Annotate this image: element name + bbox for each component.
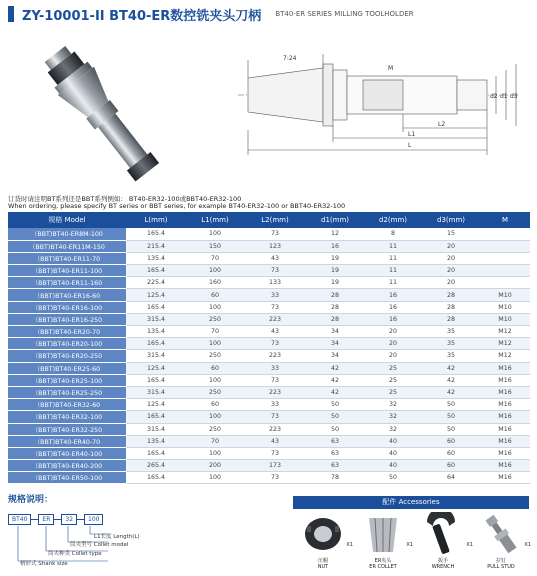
model-cell: （BBT)BT40-ER16-250 xyxy=(8,313,126,325)
value-cell: 265.4 xyxy=(126,460,186,472)
value-cell: 42 xyxy=(422,362,480,374)
value-cell: M16 xyxy=(480,374,530,386)
table-row xyxy=(8,252,530,264)
dim-d3: d3 xyxy=(510,93,518,100)
value-cell: 315.4 xyxy=(126,423,186,435)
value-cell: 50 xyxy=(306,423,364,435)
value-cell: 73 xyxy=(244,338,306,350)
value-cell: 70 xyxy=(186,252,244,264)
value-cell: 100 xyxy=(186,301,244,313)
pull-stud-icon xyxy=(473,512,529,556)
column-header: d1(mm) xyxy=(306,212,364,228)
value-cell: 135.4 xyxy=(126,252,186,264)
value-cell: 63 xyxy=(306,447,364,459)
value-cell: 100 xyxy=(186,411,244,423)
value-cell: 73 xyxy=(244,374,306,386)
value-cell: M10 xyxy=(480,301,530,313)
value-cell: 28 xyxy=(422,301,480,313)
model-cell: （BBT)BT40-ER16-100 xyxy=(8,301,126,313)
value-cell: 165.4 xyxy=(126,338,186,350)
model-cell: （BBT)BT40-ER20-70 xyxy=(8,326,126,338)
value-cell: M16 xyxy=(480,362,530,374)
dim-l: L xyxy=(408,142,412,149)
value-cell: 16 xyxy=(364,289,422,301)
value-cell: 43 xyxy=(244,435,306,447)
table-row xyxy=(8,399,530,411)
value-cell: 16 xyxy=(364,313,422,325)
value-cell: 28 xyxy=(306,289,364,301)
accessory-name-en: PULL STUD xyxy=(487,564,515,570)
table-row xyxy=(8,350,530,362)
accessory-nut xyxy=(295,512,351,570)
angle-label: 7:24 xyxy=(283,55,297,62)
value-cell xyxy=(480,240,530,252)
spec-table xyxy=(8,212,530,484)
model-cell: （BBT)BT40-ER11-100 xyxy=(8,265,126,277)
table-header-row xyxy=(8,212,530,228)
value-cell: 223 xyxy=(244,313,306,325)
model-cell: （BBT)BT40-ER11-160 xyxy=(8,277,126,289)
value-cell: M16 xyxy=(480,447,530,459)
accessory-name-cn: ER夹头 xyxy=(374,558,392,564)
table-row xyxy=(8,301,530,313)
value-cell: 42 xyxy=(306,386,364,398)
code-dash xyxy=(54,519,61,520)
value-cell: 165.4 xyxy=(126,447,186,459)
code-collet-type: ER xyxy=(38,514,54,525)
accessory-qty: X1 xyxy=(346,542,353,548)
value-cell: 25 xyxy=(364,386,422,398)
table-row xyxy=(8,447,530,459)
value-cell: 11 xyxy=(364,265,422,277)
value-cell: 15 xyxy=(422,228,480,240)
value-cell: 160 xyxy=(186,277,244,289)
wrench-icon xyxy=(415,512,471,556)
model-cell: （BBT)BT40-ER20-100 xyxy=(8,338,126,350)
table-row xyxy=(8,313,530,325)
model-cell: （BBT)BT40-ER16-60 xyxy=(8,289,126,301)
value-cell: 32 xyxy=(364,423,422,435)
model-cell: （BBT)BT40-ER25-250 xyxy=(8,386,126,398)
value-cell: 20 xyxy=(364,326,422,338)
column-header: d3(mm) xyxy=(422,212,480,228)
accessory-qty: X1 xyxy=(406,542,413,548)
value-cell: M16 xyxy=(480,435,530,447)
value-cell: 35 xyxy=(422,338,480,350)
accessory-er-collet xyxy=(355,512,411,570)
value-cell: 315.4 xyxy=(126,350,186,362)
code-length: 100 xyxy=(84,514,103,525)
table-row xyxy=(8,472,530,484)
value-cell: 33 xyxy=(244,362,306,374)
value-cell: 60 xyxy=(186,399,244,411)
value-cell: 20 xyxy=(422,240,480,252)
value-cell: 223 xyxy=(244,386,306,398)
value-cell: 70 xyxy=(186,435,244,447)
value-cell: 165.4 xyxy=(126,265,186,277)
table-row xyxy=(8,265,530,277)
accessory-name-cn: 扳手 xyxy=(437,558,448,564)
value-cell: 43 xyxy=(244,326,306,338)
value-cell: 32 xyxy=(364,411,422,423)
legend-collet-type: 筒夹种类 Collet type xyxy=(48,551,102,557)
table-row xyxy=(8,228,530,240)
value-cell: 64 xyxy=(422,472,480,484)
value-cell: 50 xyxy=(306,411,364,423)
table-row xyxy=(8,411,530,423)
value-cell: 19 xyxy=(306,252,364,264)
value-cell: 125.4 xyxy=(126,399,186,411)
value-cell: 165.4 xyxy=(126,472,186,484)
value-cell: 133 xyxy=(244,277,306,289)
accessory-name-cn: 拉钉 xyxy=(495,558,506,564)
value-cell: 12 xyxy=(306,228,364,240)
table-row xyxy=(8,386,530,398)
value-cell: 35 xyxy=(422,350,480,362)
value-cell: M16 xyxy=(480,399,530,411)
model-cell: （BBT)BT40-ER20-250 xyxy=(8,350,126,362)
column-header: L(mm) xyxy=(126,212,186,228)
value-cell: 173 xyxy=(244,460,306,472)
value-cell: 28 xyxy=(306,313,364,325)
accessory-pull-stud xyxy=(473,512,529,570)
value-cell: M16 xyxy=(480,386,530,398)
table-row xyxy=(8,374,530,386)
title-marker xyxy=(8,6,14,22)
accessory-name-en: WRENCH xyxy=(431,564,455,570)
value-cell: 19 xyxy=(306,277,364,289)
column-header: L2(mm) xyxy=(244,212,306,228)
table-row xyxy=(8,289,530,301)
value-cell: 73 xyxy=(244,228,306,240)
accessory-name-cn: 压帽 xyxy=(317,558,328,564)
value-cell: 40 xyxy=(364,460,422,472)
model-cell: （BBT)BT40-ER11M-150 xyxy=(8,240,126,252)
technical-drawing xyxy=(228,40,528,165)
value-cell: 8 xyxy=(364,228,422,240)
value-cell: 25 xyxy=(364,362,422,374)
value-cell: 33 xyxy=(244,399,306,411)
legend-collet-model: 筒夹型号 Collet model xyxy=(70,542,129,548)
value-cell: M10 xyxy=(480,289,530,301)
value-cell: 73 xyxy=(244,301,306,313)
value-cell: M16 xyxy=(480,472,530,484)
value-cell: 60 xyxy=(422,435,480,447)
value-cell: 50 xyxy=(422,399,480,411)
code-dash xyxy=(31,519,38,520)
value-cell: 20 xyxy=(422,265,480,277)
value-cell: 19 xyxy=(306,265,364,277)
column-header: M xyxy=(480,212,530,228)
value-cell: 100 xyxy=(186,374,244,386)
model-cell: （BBT)BT40-ER32-250 xyxy=(8,423,126,435)
value-cell: 43 xyxy=(244,252,306,264)
value-cell: M16 xyxy=(480,460,530,472)
value-cell: 42 xyxy=(422,386,480,398)
value-cell: 50 xyxy=(364,472,422,484)
value-cell: 20 xyxy=(422,277,480,289)
table-row xyxy=(8,240,530,252)
value-cell: 223 xyxy=(244,350,306,362)
table-row xyxy=(8,338,530,350)
value-cell: 123 xyxy=(244,240,306,252)
legend-shank-size: 柄形式 Shank size xyxy=(20,561,68,567)
table-row xyxy=(8,277,530,289)
order-note-cn: 订货时请注明BT系列还是BBT系列例如： BT40-ER32-100或BBT40-ER32-100 xyxy=(8,195,242,203)
model-cell: （BBT)BT40-ER32-100 xyxy=(8,411,126,423)
page-title: ZY-10001-II BT40-ER数控铣夹头刀柄 xyxy=(22,8,262,24)
value-cell: 70 xyxy=(186,326,244,338)
dim-l1: L1 xyxy=(408,131,416,138)
table-row xyxy=(8,435,530,447)
value-cell: 40 xyxy=(364,447,422,459)
model-cell: （BBT)BT40-ER40-100 xyxy=(8,447,126,459)
value-cell: 60 xyxy=(186,362,244,374)
dim-l2: L2 xyxy=(438,121,446,128)
value-cell: 42 xyxy=(306,374,364,386)
value-cell: 250 xyxy=(186,350,244,362)
value-cell: 125.4 xyxy=(126,289,186,301)
value-cell: 100 xyxy=(186,338,244,350)
value-cell: 73 xyxy=(244,472,306,484)
nut-icon xyxy=(295,512,351,556)
column-header: 规格 Model xyxy=(8,212,126,228)
column-header: L1(mm) xyxy=(186,212,244,228)
accessory-qty: X1 xyxy=(466,542,473,548)
page-subtitle: BT40-ER SERIES MILLING TOOLHOLDER xyxy=(275,10,414,18)
accessory-label xyxy=(295,558,351,570)
value-cell: 16 xyxy=(306,240,364,252)
toolholder-photo xyxy=(14,32,204,182)
dim-d2: d2 xyxy=(490,93,498,100)
code-collet-model: 32 xyxy=(61,514,77,525)
value-cell: 34 xyxy=(306,350,364,362)
code-dash xyxy=(77,519,84,520)
dim-d1: d1 xyxy=(500,93,508,100)
value-cell: 100 xyxy=(186,228,244,240)
value-cell: 135.4 xyxy=(126,435,186,447)
value-cell: 28 xyxy=(306,301,364,313)
value-cell: 28 xyxy=(422,289,480,301)
value-cell: 315.4 xyxy=(126,313,186,325)
table-row xyxy=(8,423,530,435)
value-cell: 63 xyxy=(306,435,364,447)
accessories-header: 配件 Accessories xyxy=(293,496,529,509)
value-cell: 25 xyxy=(364,374,422,386)
value-cell: M12 xyxy=(480,326,530,338)
value-cell: 225.4 xyxy=(126,277,186,289)
value-cell: 16 xyxy=(364,301,422,313)
value-cell: 35 xyxy=(422,326,480,338)
value-cell: 60 xyxy=(422,460,480,472)
value-cell: 150 xyxy=(186,240,244,252)
accessory-label xyxy=(473,558,529,570)
value-cell: 165.4 xyxy=(126,301,186,313)
value-cell: 73 xyxy=(244,411,306,423)
value-cell: 63 xyxy=(306,460,364,472)
value-cell: 165.4 xyxy=(126,228,186,240)
column-header: d2(mm) xyxy=(364,212,422,228)
model-cell: （BBT)BT40-ER8M-100 xyxy=(8,228,126,240)
value-cell: 33 xyxy=(244,289,306,301)
dim-m: M xyxy=(388,65,394,72)
accessory-label xyxy=(355,558,411,570)
value-cell: 223 xyxy=(244,423,306,435)
value-cell: 34 xyxy=(306,338,364,350)
table-row xyxy=(8,460,530,472)
value-cell: 125.4 xyxy=(126,362,186,374)
legend-length: L1长度 Length(L) xyxy=(94,534,140,540)
value-cell: 20 xyxy=(364,338,422,350)
value-cell: M16 xyxy=(480,411,530,423)
value-cell: 50 xyxy=(306,399,364,411)
value-cell: 250 xyxy=(186,313,244,325)
value-cell: 50 xyxy=(422,411,480,423)
value-cell: 20 xyxy=(422,252,480,264)
value-cell: 42 xyxy=(306,362,364,374)
value-cell: M12 xyxy=(480,350,530,362)
value-cell: 100 xyxy=(186,472,244,484)
value-cell xyxy=(480,228,530,240)
model-cell: （BBT)BT40-ER25-60 xyxy=(8,362,126,374)
value-cell: 100 xyxy=(186,265,244,277)
model-cell: （BBT)BT40-ER40-70 xyxy=(8,435,126,447)
value-cell: 42 xyxy=(422,374,480,386)
value-cell: M12 xyxy=(480,338,530,350)
code-shank: BT40 xyxy=(8,514,31,525)
model-cell: （BBT)BT40-ER11-70 xyxy=(8,252,126,264)
value-cell: 73 xyxy=(244,447,306,459)
value-cell: M10 xyxy=(480,313,530,325)
value-cell: 315.4 xyxy=(126,386,186,398)
value-cell: 40 xyxy=(364,435,422,447)
value-cell: 200 xyxy=(186,460,244,472)
model-cell: （BBT)BT40-ER40-200 xyxy=(8,460,126,472)
value-cell: 11 xyxy=(364,277,422,289)
model-cell: （BBT)BT40-ER25-100 xyxy=(8,374,126,386)
model-cell: （BBT)BT40-ER50-100 xyxy=(8,472,126,484)
value-cell: 11 xyxy=(364,240,422,252)
value-cell: 34 xyxy=(306,326,364,338)
value-cell: 250 xyxy=(186,423,244,435)
accessory-wrench xyxy=(415,512,471,570)
accessory-name-en: NUT xyxy=(317,564,329,570)
value-cell: 20 xyxy=(364,350,422,362)
order-note-en: When ordering, please specify BT series or BBT series, for example BT40-ER32-100 or BBT40-ER32-100 xyxy=(8,202,346,210)
collet-icon xyxy=(355,512,411,556)
value-cell: M16 xyxy=(480,423,530,435)
table-body xyxy=(8,228,530,484)
value-cell: 100 xyxy=(186,447,244,459)
value-cell: 28 xyxy=(422,313,480,325)
value-cell: 165.4 xyxy=(126,411,186,423)
value-cell: 32 xyxy=(364,399,422,411)
value-cell: 73 xyxy=(244,265,306,277)
table-row xyxy=(8,326,530,338)
value-cell: 60 xyxy=(422,447,480,459)
value-cell: 50 xyxy=(422,423,480,435)
title-bar xyxy=(0,0,537,28)
model-cell: （BBT)BT40-ER32-60 xyxy=(8,399,126,411)
value-cell xyxy=(480,277,530,289)
value-cell xyxy=(480,265,530,277)
accessory-label xyxy=(415,558,471,570)
value-cell xyxy=(480,252,530,264)
rule-title: 规格说明： xyxy=(8,495,54,505)
table-row xyxy=(8,362,530,374)
value-cell: 250 xyxy=(186,386,244,398)
accessory-qty: X1 xyxy=(524,542,531,548)
value-cell: 78 xyxy=(306,472,364,484)
value-cell: 135.4 xyxy=(126,326,186,338)
value-cell: 60 xyxy=(186,289,244,301)
value-cell: 11 xyxy=(364,252,422,264)
value-cell: 165.4 xyxy=(126,374,186,386)
value-cell: 215.4 xyxy=(126,240,186,252)
accessory-name-en: ER COLLET xyxy=(369,564,397,570)
